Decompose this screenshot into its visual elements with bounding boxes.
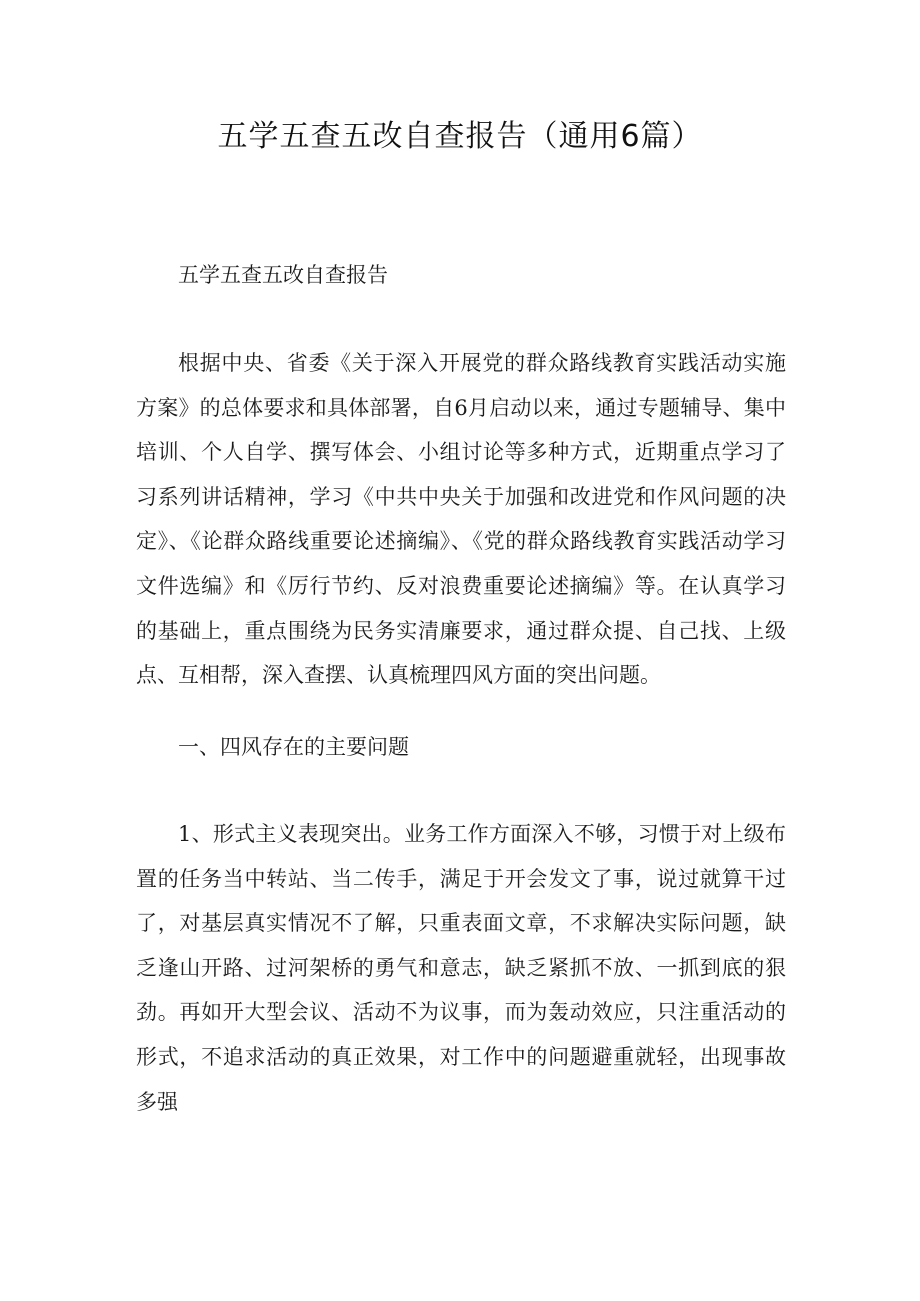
report-subtitle: 五学五查五改自查报告 — [178, 263, 388, 287]
section-heading: 一、四风存在的主要问题 — [178, 735, 409, 759]
body-paragraph: 根据中央、省委《关于深入开展党的群众路线教育实践活动实施方案》的总体要求和具体部署，自6月启动以来，通过专题辅导、集中培训、个人自学、撰写体会、小组讨论等多种方式，近期重点学习了习系列讲话精神，学习《中共中央关于加强和改进党和作风问题的决定》、《论群众路线重要论述摘编》、《党的群众路线教育实践活动学习文件选编》和《厉行节约、反对浪费重要论述摘编》等。在认真学习的基础上，重点围绕为民务实清廉要求，通过群众提、自己找、上级点、互相帮，深入查摆、认真梳理四风方面的突出问题。 — [136, 351, 786, 688]
body-paragraph: 1、形式主义表现突出。业务工作方面深入不够，习惯于对上级布置的任务当中转站、当二传手，满足于开会发文了事，说过就算干过了，对基层真实情况不了解，只重表面文章，不求解决实际问题，缺乏逢山开路、过河架桥的勇气和意志，缺乏紧抓不放、一抓到底的狠劲。再如开大型会议、活动不为议事，而为轰动效应，只注重活动的形式，不追求活动的真正效果，对工作中的问题避重就轻，出现事故多强 — [136, 822, 786, 1114]
document-title: 五学五查五改自查报告（通用6篇） — [217, 119, 703, 154]
